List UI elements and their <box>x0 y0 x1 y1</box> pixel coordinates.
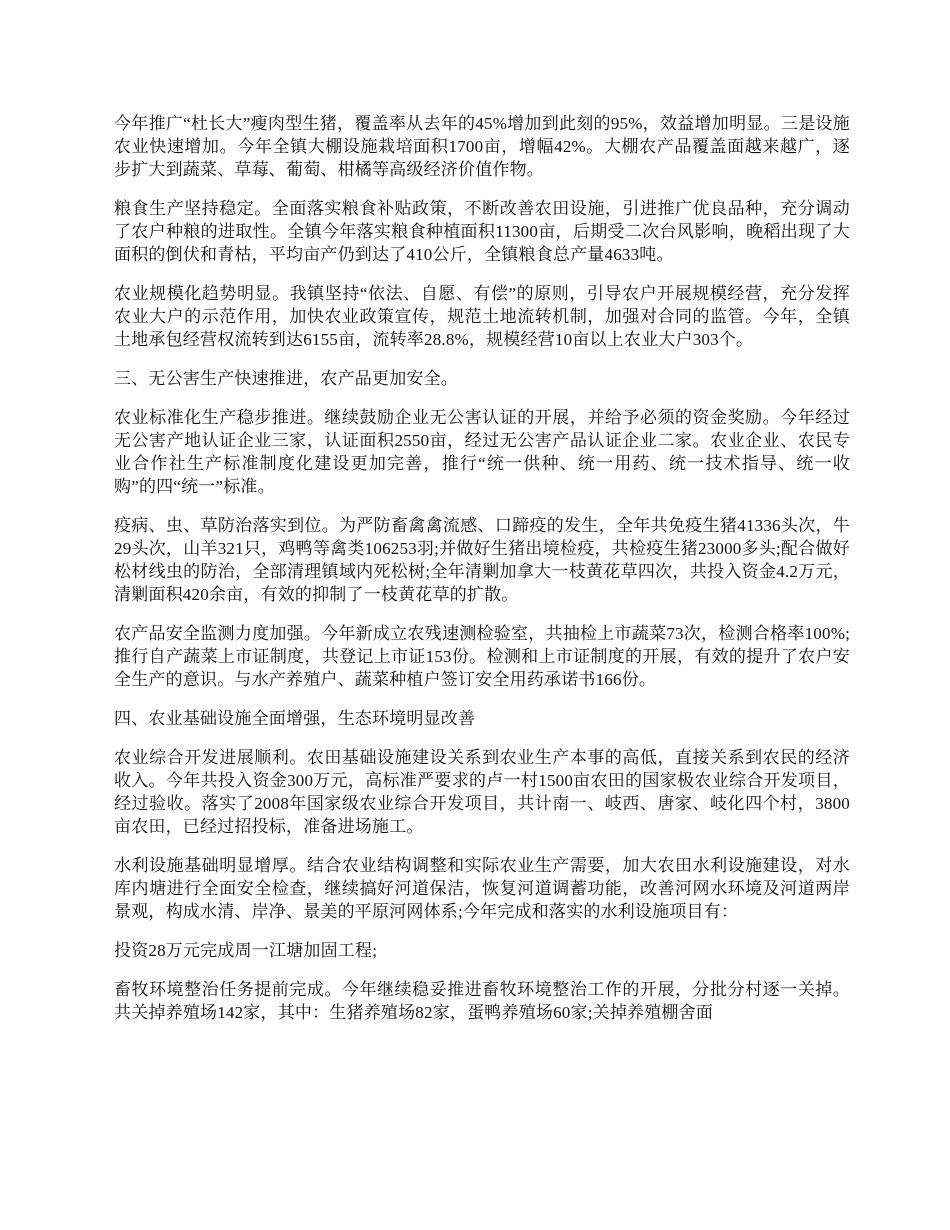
paragraph-grain-production: 粮食生产坚持稳定。全面落实粮食补贴政策，不断改善农田设施，引进推广优良品种，充分调动了农户种粮的进取性。全镇今年落实粮食种植面积11300亩，后期受二次台风影响，晚稻出现了大面积的倒伏和青枯，平均亩产仍到达了410公斤，全镇粮食总产量4633吨。 <box>114 199 850 264</box>
paragraph-livestock-facility-agriculture: 今年推广“杜长大”瘦肉型生猪，覆盖率从去年的45%增加到此刻的95%，效益增加明显。三是设施农业快速增加。今年全镇大棚设施栽培面积1700亩，增幅42%。大棚农产品覆盖面越来越广，逐步扩大到蔬菜、草莓、葡萄、柑橘等高级经济价值作物。 <box>114 114 850 179</box>
section-heading-infrastructure-environment: 四、农业基础设施全面增强，生态环境明显改善 <box>114 709 476 728</box>
paragraph-agricultural-scale: 农业规模化趋势明显。我镇坚持“依法、自愿、有偿”的原则，引导农户开展规模经营，充分发挥农业大户的示范作用，加快农业政策宣传，规范土地流转机制，加强对合同的监管。今年，全镇土地承包经营权流转到达6155亩，流转率28.8%，规模经营10亩以上农业大户303个。 <box>114 284 850 349</box>
section-heading-pollution-free-production: 三、无公害生产快速推进，农产品更加安全。 <box>114 369 458 388</box>
paragraph-standardized-production: 农业标准化生产稳步推进。继续鼓励企业无公害认证的开展，并给予必须的资金奖励。今年经过无公害产地认证企业三家，认证面积2550亩，经过无公害产品认证企业二家。农业企业、农民专业合作社生产标准制度化建设更加完善，推行“统一供种、统一用药、统一技术指导、统一收购”的四“统一”标准。 <box>114 408 850 496</box>
paragraph-livestock-environment: 畜牧环境整治任务提前完成。今年继续稳妥推进畜牧环境整治工作的开展，分批分村逐一关掉。共关掉养殖场142家，其中：生猪养殖场82家，蛋鸭养殖场60家;关掉养殖棚舍面 <box>114 980 850 1022</box>
paragraph-disease-pest-weed-control: 疫病、虫、草防治落实到位。为严防畜禽禽流感、口蹄疫的发生，全年共免疫生猪41336头次，牛29头次，山羊321只，鸡鸭等禽类106253羽;并做好生猪出境检疫，共检疫生猪23000多头;配合做好松材线虫的防治，全部清理镇域内死松树;全年清剿加拿大一枝黄花草四次，共投入资金4.2万元，清剿面积420余亩，有效的抑制了一枝黄花草的扩散。 <box>114 516 850 604</box>
paragraph-comprehensive-development: 农业综合开发进展顺利。农田基础设施建设关系到农业生产本事的高低，直接关系到农民的经济收入。今年共投入资金300万元，高标准严要求的卢一村1500亩农田的国家极农业综合开发项目，经过验收。落实了2008年国家级农业综合开发项目，共计南一、岐西、唐家、岐化四个村，3800亩农田，已经过招投标，准备进场施工。 <box>114 748 850 836</box>
paragraph-water-conservancy: 水利设施基础明显增厚。结合农业结构调整和实际农业生产需要，加大农田水利设施建设，对水库内塘进行全面安全检查，继续搞好河道保洁，恢复河道调蓄功能，改善河网水环境及河道两岸景观，构成水清、岸净、景美的平原河网体系;今年完成和落实的水利设施项目有： <box>114 856 850 921</box>
paragraph-investment-item: 投资28万元完成周一江塘加固工程; <box>114 941 378 960</box>
document-body <box>114 112 850 1040</box>
paragraph-product-safety-monitoring: 农产品安全监测力度加强。今年新成立农残速测检验室，共抽检上市蔬菜73次，检测合格率100%;推行自产蔬菜上市证制度，共登记上市证153份。检测和上市证制度的开展，有效的提升了农户安全生产的意识。与水产养殖户、蔬菜种植户签订安全用药承诺书166份。 <box>114 624 850 689</box>
